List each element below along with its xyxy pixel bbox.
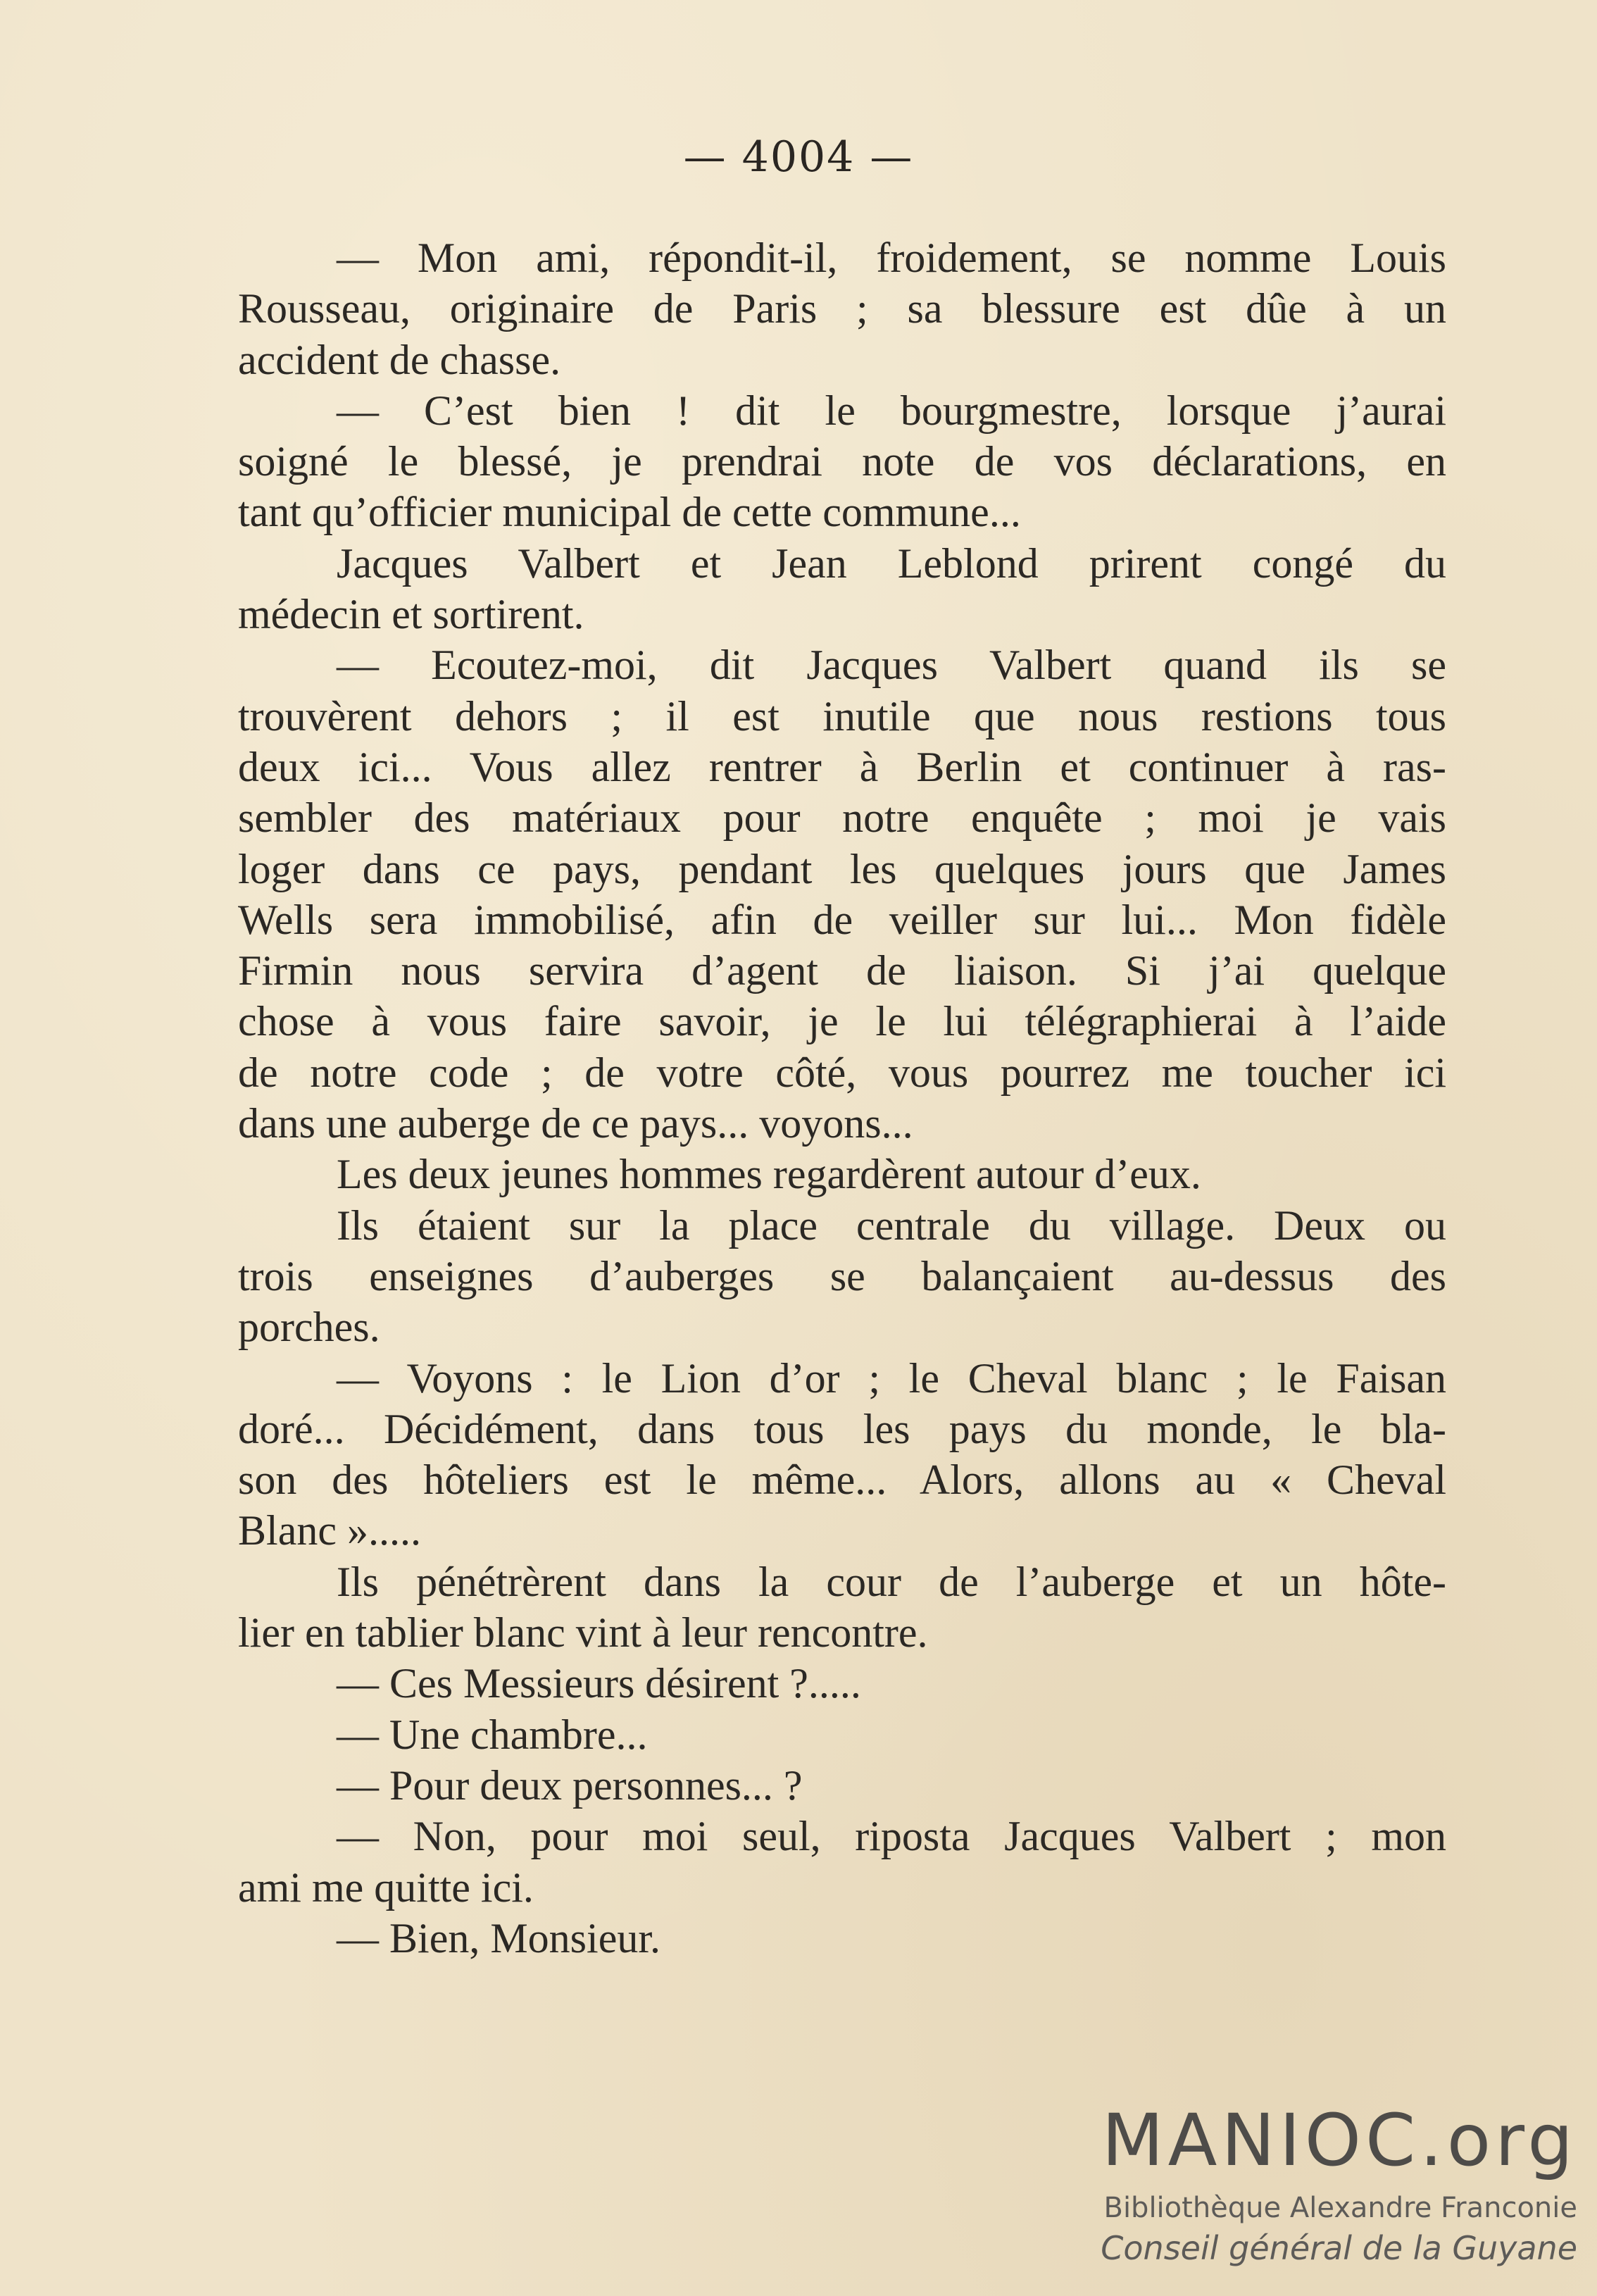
text-line: chose à vous faire savoir, je le lui télégraphierai à l’aide [238, 998, 1446, 1045]
text-line: porches. [238, 1304, 380, 1351]
text-line: ami me quitte ici. [238, 1864, 534, 1911]
manioc-logo: MANIOC.org [1101, 2099, 1577, 2183]
text-line: Ils pénétrèrent dans la cour de l’auberge et un hôte- [337, 1558, 1446, 1605]
text-line: doré... Décidément, dans tous les pays du monde, le bla- [238, 1405, 1446, 1452]
text-line: trois enseignes d’auberges se balançaient au-dessus des [238, 1252, 1446, 1299]
text-line: — Bien, Monsieur. [337, 1914, 660, 1961]
text-line: lier en tablier blanc vint à leur rencontre. [238, 1609, 928, 1657]
text-line: Rousseau, originaire de Paris ; sa blessure est dûe à un [238, 285, 1446, 332]
body-text [238, 232, 1446, 1964]
text-line: Wells sera immobilisé, afin de veiller sur lui... Mon fidèle [238, 896, 1446, 943]
text-line: son des hôteliers est le même... Alors, allons au « Cheval [238, 1456, 1446, 1504]
text-line: — Mon ami, répondit-il, froidement, se nomme Louis [337, 235, 1446, 281]
text-line: Les deux jeunes hommes regardèrent autour d’eux. [337, 1151, 1201, 1198]
text-line: — Non, pour moi seul, riposta Jacques Valbert ; mon [337, 1813, 1446, 1860]
text-line: médecin et sortirent. [238, 591, 584, 638]
text-line: Firmin nous servira d’agent de liaison. Si j’ai quelque [238, 947, 1446, 994]
watermark-library: Bibliothèque Alexandre Franconie [1103, 2192, 1577, 2224]
text-line: trouvèrent dehors ; il est inutile que nous restions tous [238, 692, 1446, 740]
text-line: accident de chasse. [238, 336, 561, 383]
text-line: — Ecoutez-moi, dit Jacques Valbert quand ils se [337, 642, 1446, 689]
text-line: Jacques Valbert et Jean Leblond prirent congé du [337, 539, 1446, 587]
text-line: — Ces Messieurs désirent ?..... [337, 1660, 861, 1707]
text-line: — Pour deux personnes... ? [337, 1761, 803, 1809]
text-line: dans une auberge de ce pays... voyons... [238, 1100, 913, 1147]
text-line: loger dans ce pays, pendant les quelques jours que James [238, 845, 1446, 892]
text-line: Ils étaient sur la place centrale du village. Deux ou [337, 1202, 1446, 1249]
text-line: Blanc »..... [238, 1507, 421, 1554]
text-line: sembler des matériaux pour notre enquête ; moi je vais [238, 794, 1446, 842]
text-line: deux ici... Vous allez rentrer à Berlin et continuer à ras- [238, 743, 1446, 790]
text-line: — Une chambre... [337, 1711, 648, 1758]
text-line: soigné le blessé, je prendrai note de vos déclarations, en [238, 438, 1446, 485]
watermark-council: Conseil général de la Guyane [1101, 2229, 1577, 2267]
text-line: de notre code ; de votre côté, vous pourrez me toucher ici [238, 1049, 1446, 1096]
text-line: tant qu’officier municipal de cette commune... [238, 489, 1021, 536]
page-number: — 4004 — [683, 132, 914, 182]
text-line: — C’est bien ! dit le bourgmestre, lorsque j’aurai [337, 387, 1446, 434]
manioc-watermark [1070, 2099, 1577, 2270]
text-line: — Voyons : le Lion d’or ; le Cheval blanc ; le Faisan [337, 1354, 1446, 1402]
